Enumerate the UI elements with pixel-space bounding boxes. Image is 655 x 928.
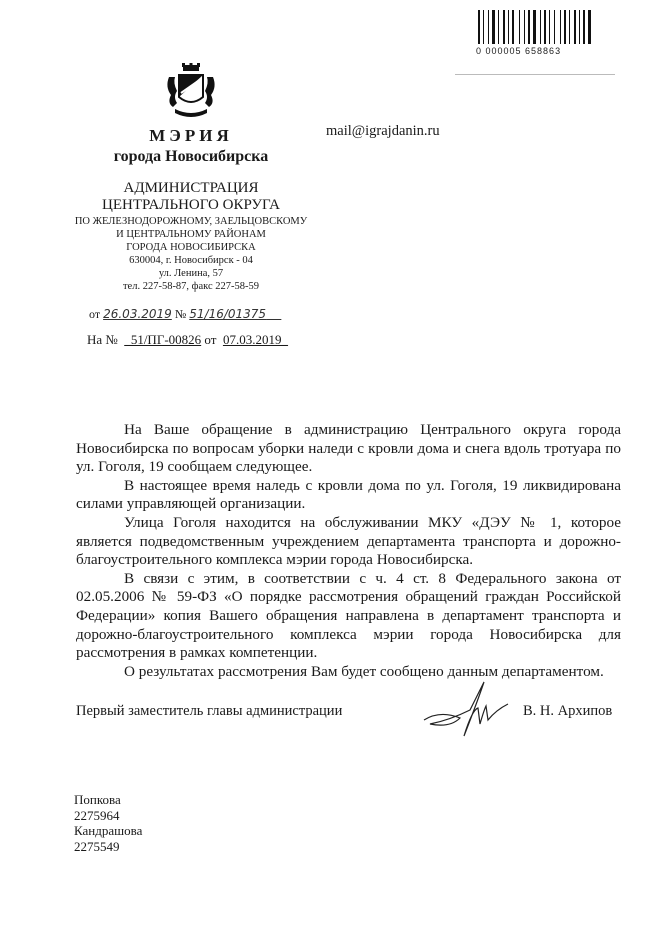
contact-phones: тел. 227-58-87, факс 227-58-59 xyxy=(122,281,260,292)
paragraph: О результатах рассмотрения Вам будет сообщено данным департаментом. xyxy=(124,662,604,680)
paragraph: Улица Гоголя находится на обслуживании МКУ «ДЭУ № 1, которое является подведомственным учреждением департамента транспорта и дорожно-благоустроительного комплекса мэрии города Новосибирска. xyxy=(76,513,621,569)
paragraph: На Ваше обращение в администрацию Центрального округа города Новосибирска по вопросам уборки наледи с кровли дома и снега вдоль тротуара по ул. Гоголя, 19 сообщаем следующее. xyxy=(76,421,621,476)
incoming-reference xyxy=(87,332,288,348)
barcode-number: 0 000005 658863 xyxy=(476,46,562,56)
executors xyxy=(74,792,142,854)
administration-title: АДМИНИСТРАЦИЯ xyxy=(123,180,259,196)
executor-name: Попкова xyxy=(74,792,121,807)
outgoing-reference xyxy=(89,307,281,322)
incoming-prefix: На № xyxy=(87,332,118,347)
signer-title: Первый заместитель главы администрации xyxy=(76,703,343,719)
signer-name: В. Н. Архипов xyxy=(523,703,613,719)
district-title: ЦЕНТРАЛЬНОГО ОКРУГА xyxy=(102,197,280,213)
signature-icon xyxy=(420,680,510,742)
from-label: от xyxy=(89,307,101,321)
paragraph: В настоящее время наледь с кровли дома по ул. Гоголя, 19 ликвидирована силами управляющей организации. xyxy=(76,476,621,513)
executor-phone: 2275964 xyxy=(74,807,120,823)
incoming-from-label: от xyxy=(204,332,217,347)
incoming-number: _51/ПГ-00826 xyxy=(124,332,202,347)
outgoing-number: 51/16/01375 xyxy=(189,307,267,321)
incoming-date: 07.03.2019_ xyxy=(222,332,288,347)
coat-of-arms-icon xyxy=(163,63,219,121)
districts-line: И ЦЕНТРАЛЬНОМУ РАЙОНАМ xyxy=(116,229,266,240)
executor-name: Кандрашова xyxy=(74,823,143,838)
districts-line: ГОРОДА НОВОСИБИРСКА xyxy=(126,242,256,253)
address-street: ул. Ленина, 57 xyxy=(158,268,224,279)
executor-phone: 2275549 xyxy=(74,838,120,854)
mayor-office-title: МЭРИЯ xyxy=(149,126,233,145)
divider xyxy=(455,74,615,75)
recipient-email: mail@igrajdanin.ru xyxy=(326,123,440,139)
city-name: города Новосибирска xyxy=(113,148,269,165)
letter-body xyxy=(76,421,621,681)
paragraph: В связи с этим, в соответствии с ч. 4 ст. 8 Федерального закона от 02.05.2006 № 59-ФЗ «О порядке рассмотрения обращений граждан Российской Федерации» копия Вашего обращения направлена в департамент транспорта и дорожно-благоустроительного комплекса мэрии города Новосибирска для рассмотрения в рамках компетенции. xyxy=(76,569,621,662)
address-postcode: 630004, г. Новосибирск - 04 xyxy=(129,255,253,266)
districts-line: ПО ЖЕЛЕЗНОДОРОЖНОМУ, ЗАЕЛЬЦОВСКОМУ xyxy=(74,216,308,227)
number-label: № xyxy=(174,307,187,321)
outgoing-date: 26.03.2019 xyxy=(103,307,172,321)
